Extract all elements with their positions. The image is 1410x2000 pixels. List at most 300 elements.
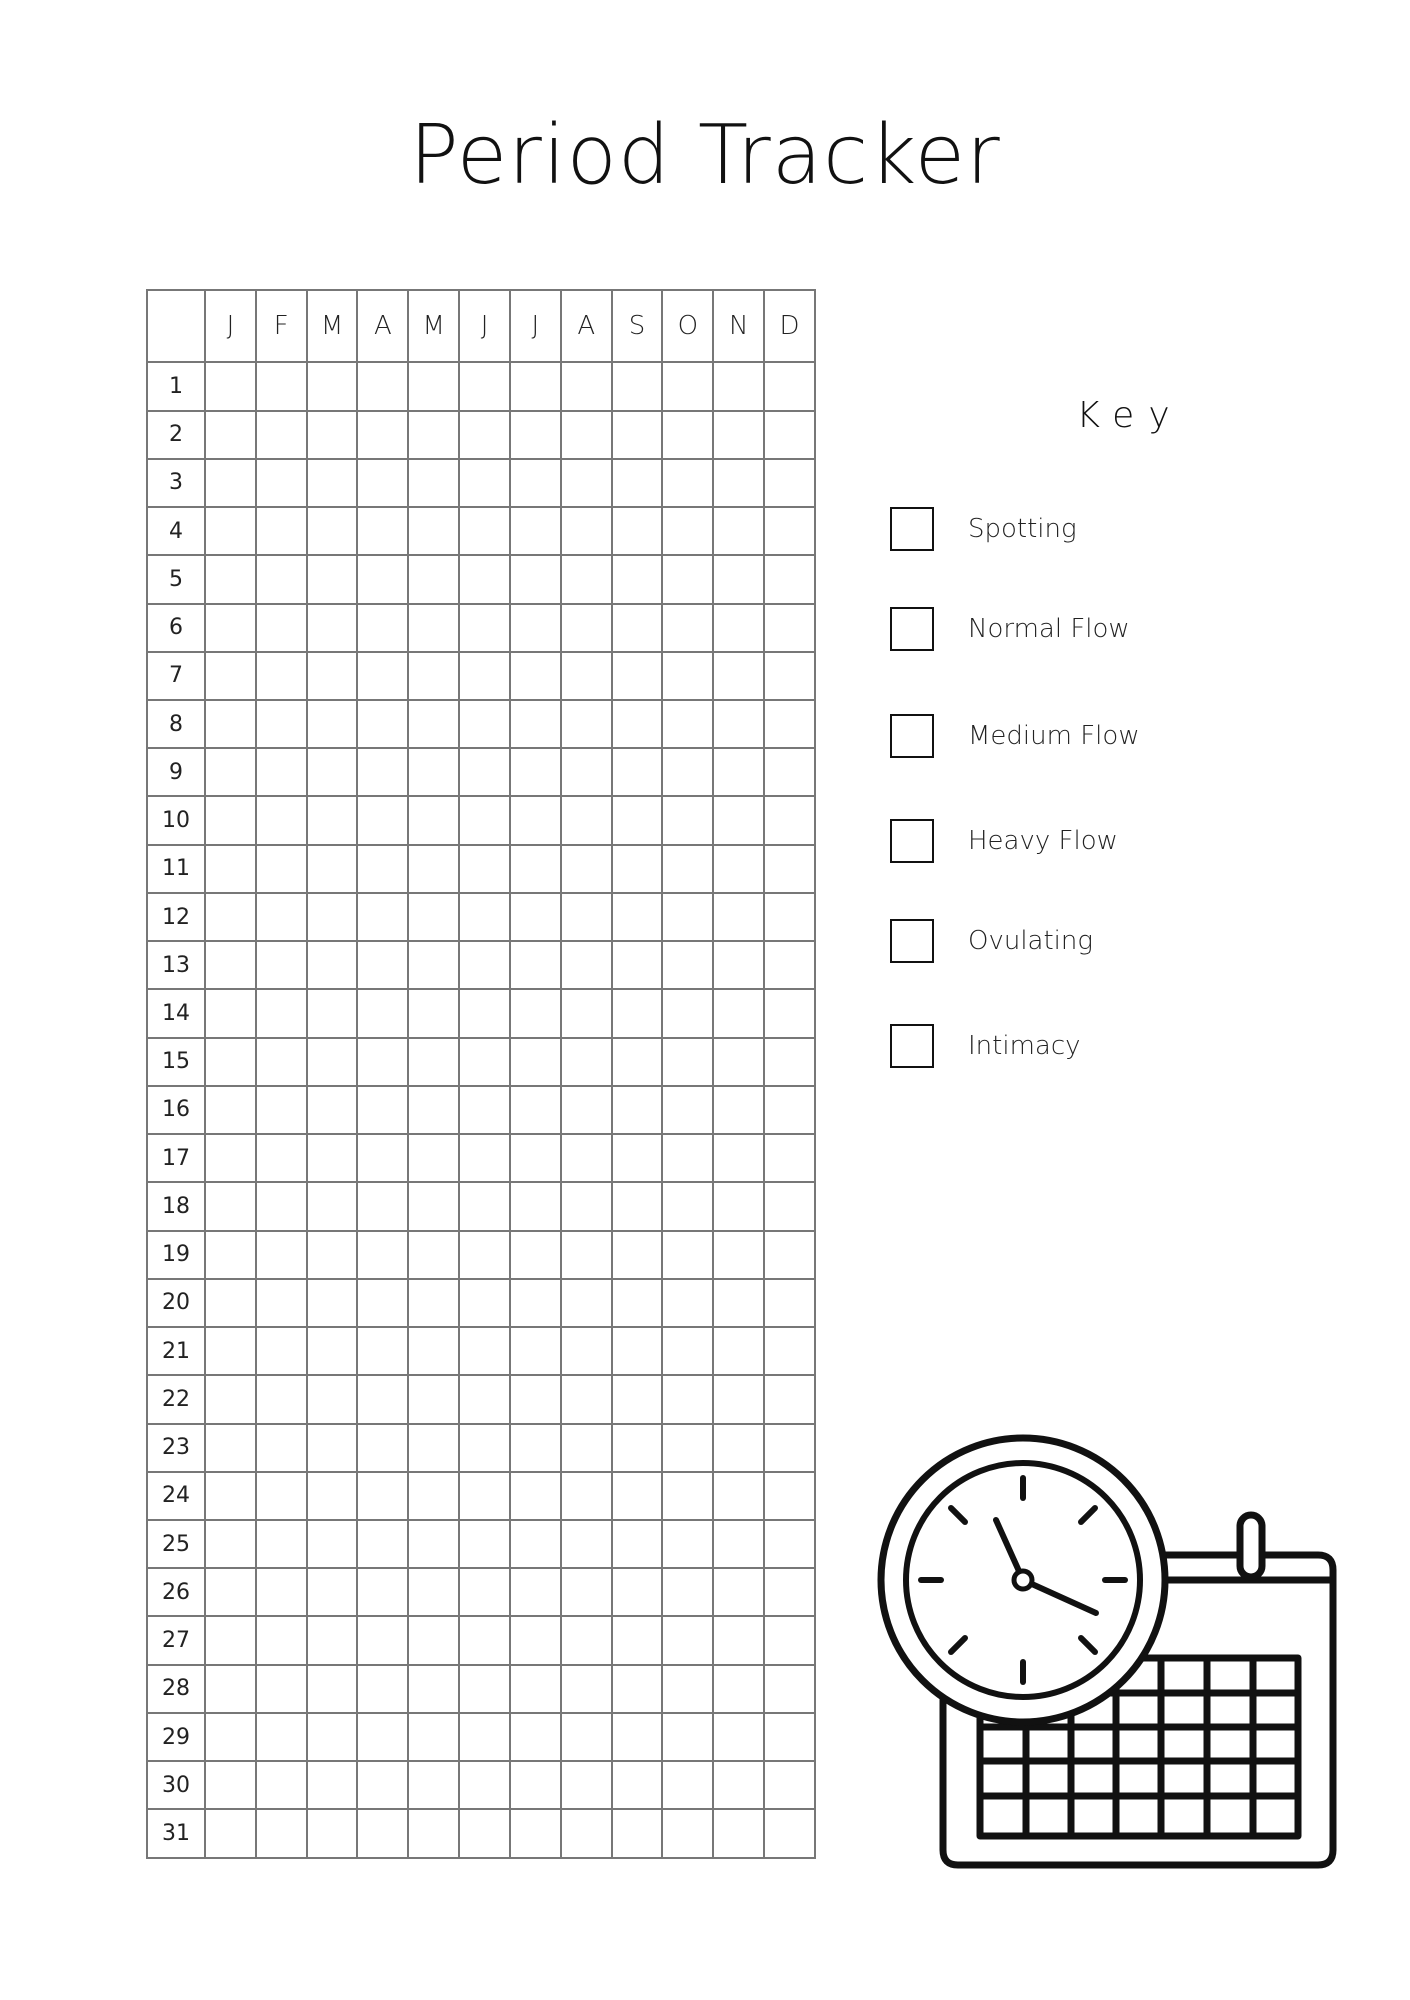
tracker-cell[interactable] xyxy=(357,989,408,1037)
tracker-cell[interactable] xyxy=(357,1375,408,1423)
tracker-cell[interactable] xyxy=(510,1327,561,1375)
tracker-cell[interactable] xyxy=(205,845,256,893)
tracker-cell[interactable] xyxy=(510,459,561,507)
tracker-cell[interactable] xyxy=(561,1809,612,1858)
tracker-cell[interactable] xyxy=(662,507,713,555)
tracker-cell[interactable] xyxy=(662,555,713,603)
tracker-cell[interactable] xyxy=(662,796,713,844)
tracker-cell[interactable] xyxy=(662,1568,713,1616)
tracker-cell[interactable] xyxy=(357,1279,408,1327)
tracker-cell[interactable] xyxy=(561,1713,612,1761)
tracker-cell[interactable] xyxy=(764,1231,815,1279)
tracker-cell[interactable] xyxy=(205,555,256,603)
tracker-cell[interactable] xyxy=(713,1761,764,1809)
tracker-cell[interactable] xyxy=(764,700,815,748)
tracker-cell[interactable] xyxy=(357,652,408,700)
tracker-cell[interactable] xyxy=(256,1182,307,1230)
tracker-cell[interactable] xyxy=(408,1327,459,1375)
tracker-cell[interactable] xyxy=(357,1520,408,1568)
tracker-cell[interactable] xyxy=(205,459,256,507)
tracker-cell[interactable] xyxy=(307,1665,358,1713)
tracker-cell[interactable] xyxy=(205,893,256,941)
tracker-cell[interactable] xyxy=(408,1279,459,1327)
tracker-cell[interactable] xyxy=(459,362,510,410)
tracker-cell[interactable] xyxy=(357,1086,408,1134)
tracker-cell[interactable] xyxy=(561,796,612,844)
tracker-cell[interactable] xyxy=(510,989,561,1037)
tracker-cell[interactable] xyxy=(357,1231,408,1279)
tracker-cell[interactable] xyxy=(307,989,358,1037)
tracker-cell[interactable] xyxy=(408,893,459,941)
tracker-cell[interactable] xyxy=(205,652,256,700)
tracker-cell[interactable] xyxy=(561,1761,612,1809)
tracker-cell[interactable] xyxy=(612,459,663,507)
tracker-cell[interactable] xyxy=(662,893,713,941)
tracker-cell[interactable] xyxy=(510,845,561,893)
tracker-cell[interactable] xyxy=(713,1616,764,1664)
tracker-cell[interactable] xyxy=(205,1713,256,1761)
tracker-cell[interactable] xyxy=(256,1038,307,1086)
tracker-cell[interactable] xyxy=(764,1472,815,1520)
tracker-cell[interactable] xyxy=(764,1327,815,1375)
tracker-cell[interactable] xyxy=(459,1182,510,1230)
tracker-cell[interactable] xyxy=(764,1568,815,1616)
tracker-cell[interactable] xyxy=(713,1182,764,1230)
tracker-cell[interactable] xyxy=(357,1134,408,1182)
tracker-cell[interactable] xyxy=(205,1038,256,1086)
tracker-cell[interactable] xyxy=(510,555,561,603)
tracker-cell[interactable] xyxy=(713,1327,764,1375)
tracker-cell[interactable] xyxy=(256,1472,307,1520)
tracker-cell[interactable] xyxy=(764,459,815,507)
tracker-cell[interactable] xyxy=(307,941,358,989)
tracker-cell[interactable] xyxy=(256,845,307,893)
tracker-cell[interactable] xyxy=(713,362,764,410)
tracker-cell[interactable] xyxy=(408,1520,459,1568)
tracker-cell[interactable] xyxy=(205,1568,256,1616)
tracker-cell[interactable] xyxy=(256,1134,307,1182)
tracker-cell[interactable] xyxy=(307,507,358,555)
tracker-cell[interactable] xyxy=(459,652,510,700)
tracker-cell[interactable] xyxy=(459,1616,510,1664)
tracker-cell[interactable] xyxy=(612,1616,663,1664)
tracker-cell[interactable] xyxy=(459,555,510,603)
tracker-cell[interactable] xyxy=(307,845,358,893)
tracker-cell[interactable] xyxy=(764,362,815,410)
tracker-cell[interactable] xyxy=(662,941,713,989)
tracker-cell[interactable] xyxy=(612,845,663,893)
tracker-cell[interactable] xyxy=(713,1086,764,1134)
tracker-cell[interactable] xyxy=(764,845,815,893)
tracker-cell[interactable] xyxy=(662,1375,713,1423)
tracker-cell[interactable] xyxy=(205,1182,256,1230)
tracker-cell[interactable] xyxy=(307,1424,358,1472)
tracker-cell[interactable] xyxy=(408,700,459,748)
key-checkbox[interactable] xyxy=(890,919,934,963)
tracker-cell[interactable] xyxy=(256,1520,307,1568)
tracker-cell[interactable] xyxy=(612,1761,663,1809)
tracker-cell[interactable] xyxy=(612,411,663,459)
tracker-cell[interactable] xyxy=(256,411,307,459)
tracker-cell[interactable] xyxy=(408,1761,459,1809)
tracker-cell[interactable] xyxy=(764,748,815,796)
tracker-cell[interactable] xyxy=(307,893,358,941)
tracker-cell[interactable] xyxy=(764,1616,815,1664)
tracker-cell[interactable] xyxy=(561,604,612,652)
tracker-cell[interactable] xyxy=(256,555,307,603)
tracker-cell[interactable] xyxy=(256,748,307,796)
tracker-cell[interactable] xyxy=(764,796,815,844)
tracker-cell[interactable] xyxy=(307,411,358,459)
tracker-cell[interactable] xyxy=(357,893,408,941)
tracker-cell[interactable] xyxy=(662,1761,713,1809)
tracker-cell[interactable] xyxy=(256,362,307,410)
tracker-cell[interactable] xyxy=(612,1231,663,1279)
tracker-cell[interactable] xyxy=(561,700,612,748)
tracker-cell[interactable] xyxy=(357,941,408,989)
tracker-cell[interactable] xyxy=(205,1327,256,1375)
tracker-cell[interactable] xyxy=(408,1375,459,1423)
tracker-cell[interactable] xyxy=(205,989,256,1037)
tracker-cell[interactable] xyxy=(764,1086,815,1134)
tracker-cell[interactable] xyxy=(612,1086,663,1134)
tracker-cell[interactable] xyxy=(510,1809,561,1858)
tracker-cell[interactable] xyxy=(408,652,459,700)
tracker-cell[interactable] xyxy=(561,411,612,459)
tracker-cell[interactable] xyxy=(764,1713,815,1761)
tracker-cell[interactable] xyxy=(357,459,408,507)
tracker-cell[interactable] xyxy=(510,1279,561,1327)
tracker-cell[interactable] xyxy=(307,1182,358,1230)
tracker-cell[interactable] xyxy=(612,796,663,844)
tracker-cell[interactable] xyxy=(561,1375,612,1423)
tracker-cell[interactable] xyxy=(459,941,510,989)
tracker-cell[interactable] xyxy=(408,1231,459,1279)
tracker-cell[interactable] xyxy=(256,1616,307,1664)
tracker-cell[interactable] xyxy=(561,1472,612,1520)
tracker-cell[interactable] xyxy=(713,1472,764,1520)
tracker-cell[interactable] xyxy=(662,459,713,507)
tracker-cell[interactable] xyxy=(408,411,459,459)
tracker-cell[interactable] xyxy=(713,989,764,1037)
tracker-cell[interactable] xyxy=(612,748,663,796)
tracker-cell[interactable] xyxy=(612,1472,663,1520)
tracker-cell[interactable] xyxy=(510,1665,561,1713)
tracker-cell[interactable] xyxy=(256,941,307,989)
tracker-cell[interactable] xyxy=(357,362,408,410)
tracker-cell[interactable] xyxy=(510,941,561,989)
tracker-cell[interactable] xyxy=(662,1038,713,1086)
tracker-cell[interactable] xyxy=(459,1424,510,1472)
tracker-cell[interactable] xyxy=(357,1761,408,1809)
tracker-cell[interactable] xyxy=(561,1086,612,1134)
tracker-cell[interactable] xyxy=(408,1713,459,1761)
tracker-cell[interactable] xyxy=(662,1279,713,1327)
tracker-cell[interactable] xyxy=(307,652,358,700)
tracker-cell[interactable] xyxy=(662,1134,713,1182)
tracker-cell[interactable] xyxy=(612,1568,663,1616)
tracker-cell[interactable] xyxy=(357,1472,408,1520)
tracker-cell[interactable] xyxy=(662,362,713,410)
tracker-cell[interactable] xyxy=(459,700,510,748)
tracker-cell[interactable] xyxy=(205,700,256,748)
tracker-cell[interactable] xyxy=(510,1038,561,1086)
tracker-cell[interactable] xyxy=(459,796,510,844)
tracker-cell[interactable] xyxy=(357,845,408,893)
tracker-cell[interactable] xyxy=(561,1279,612,1327)
tracker-cell[interactable] xyxy=(510,362,561,410)
tracker-cell[interactable] xyxy=(612,700,663,748)
tracker-cell[interactable] xyxy=(713,845,764,893)
tracker-cell[interactable] xyxy=(408,459,459,507)
tracker-cell[interactable] xyxy=(357,748,408,796)
tracker-cell[interactable] xyxy=(408,796,459,844)
tracker-cell[interactable] xyxy=(561,362,612,410)
tracker-cell[interactable] xyxy=(256,1231,307,1279)
tracker-cell[interactable] xyxy=(561,1182,612,1230)
tracker-cell[interactable] xyxy=(510,796,561,844)
tracker-cell[interactable] xyxy=(713,555,764,603)
tracker-cell[interactable] xyxy=(459,1809,510,1858)
tracker-cell[interactable] xyxy=(713,1809,764,1858)
tracker-cell[interactable] xyxy=(510,1616,561,1664)
tracker-cell[interactable] xyxy=(612,1327,663,1375)
tracker-cell[interactable] xyxy=(205,1472,256,1520)
tracker-cell[interactable] xyxy=(713,941,764,989)
tracker-cell[interactable] xyxy=(764,604,815,652)
tracker-cell[interactable] xyxy=(612,941,663,989)
tracker-cell[interactable] xyxy=(764,507,815,555)
tracker-cell[interactable] xyxy=(713,748,764,796)
tracker-cell[interactable] xyxy=(612,604,663,652)
tracker-cell[interactable] xyxy=(662,1086,713,1134)
tracker-cell[interactable] xyxy=(713,1134,764,1182)
tracker-cell[interactable] xyxy=(713,1665,764,1713)
tracker-cell[interactable] xyxy=(459,748,510,796)
tracker-cell[interactable] xyxy=(459,1665,510,1713)
tracker-cell[interactable] xyxy=(510,1761,561,1809)
tracker-cell[interactable] xyxy=(307,459,358,507)
tracker-cell[interactable] xyxy=(408,1182,459,1230)
tracker-cell[interactable] xyxy=(205,1134,256,1182)
tracker-cell[interactable] xyxy=(357,1568,408,1616)
tracker-cell[interactable] xyxy=(612,507,663,555)
tracker-cell[interactable] xyxy=(357,555,408,603)
tracker-cell[interactable] xyxy=(510,1713,561,1761)
tracker-cell[interactable] xyxy=(408,1568,459,1616)
tracker-cell[interactable] xyxy=(561,555,612,603)
tracker-cell[interactable] xyxy=(256,1761,307,1809)
tracker-cell[interactable] xyxy=(307,1279,358,1327)
tracker-cell[interactable] xyxy=(256,459,307,507)
tracker-cell[interactable] xyxy=(408,507,459,555)
tracker-cell[interactable] xyxy=(205,748,256,796)
tracker-cell[interactable] xyxy=(307,1616,358,1664)
tracker-cell[interactable] xyxy=(408,1134,459,1182)
tracker-cell[interactable] xyxy=(408,555,459,603)
tracker-cell[interactable] xyxy=(764,1182,815,1230)
tracker-cell[interactable] xyxy=(612,1520,663,1568)
tracker-cell[interactable] xyxy=(510,411,561,459)
tracker-cell[interactable] xyxy=(764,1665,815,1713)
tracker-cell[interactable] xyxy=(713,411,764,459)
tracker-cell[interactable] xyxy=(662,1472,713,1520)
tracker-cell[interactable] xyxy=(307,1761,358,1809)
tracker-cell[interactable] xyxy=(205,411,256,459)
tracker-cell[interactable] xyxy=(764,1424,815,1472)
tracker-cell[interactable] xyxy=(764,1761,815,1809)
tracker-cell[interactable] xyxy=(357,507,408,555)
tracker-cell[interactable] xyxy=(764,989,815,1037)
tracker-cell[interactable] xyxy=(561,1231,612,1279)
tracker-cell[interactable] xyxy=(764,941,815,989)
tracker-cell[interactable] xyxy=(256,604,307,652)
tracker-cell[interactable] xyxy=(307,1231,358,1279)
tracker-cell[interactable] xyxy=(205,796,256,844)
tracker-cell[interactable] xyxy=(612,989,663,1037)
tracker-cell[interactable] xyxy=(662,604,713,652)
tracker-cell[interactable] xyxy=(612,1713,663,1761)
tracker-cell[interactable] xyxy=(561,459,612,507)
tracker-cell[interactable] xyxy=(662,1231,713,1279)
tracker-cell[interactable] xyxy=(205,1809,256,1858)
tracker-cell[interactable] xyxy=(307,1520,358,1568)
tracker-cell[interactable] xyxy=(764,1375,815,1423)
tracker-cell[interactable] xyxy=(408,1472,459,1520)
tracker-cell[interactable] xyxy=(510,700,561,748)
tracker-cell[interactable] xyxy=(357,1665,408,1713)
tracker-cell[interactable] xyxy=(510,652,561,700)
tracker-cell[interactable] xyxy=(662,1665,713,1713)
tracker-cell[interactable] xyxy=(764,1134,815,1182)
tracker-cell[interactable] xyxy=(307,1327,358,1375)
tracker-cell[interactable] xyxy=(561,893,612,941)
tracker-cell[interactable] xyxy=(205,507,256,555)
tracker-cell[interactable] xyxy=(612,1424,663,1472)
tracker-cell[interactable] xyxy=(408,1086,459,1134)
tracker-cell[interactable] xyxy=(561,989,612,1037)
tracker-cell[interactable] xyxy=(561,1568,612,1616)
tracker-cell[interactable] xyxy=(357,1424,408,1472)
tracker-cell[interactable] xyxy=(357,1182,408,1230)
tracker-cell[interactable] xyxy=(662,1424,713,1472)
tracker-cell[interactable] xyxy=(561,1520,612,1568)
tracker-cell[interactable] xyxy=(357,411,408,459)
tracker-cell[interactable] xyxy=(510,1134,561,1182)
tracker-cell[interactable] xyxy=(256,1327,307,1375)
tracker-cell[interactable] xyxy=(713,1279,764,1327)
tracker-cell[interactable] xyxy=(510,748,561,796)
tracker-cell[interactable] xyxy=(662,1327,713,1375)
tracker-cell[interactable] xyxy=(713,1424,764,1472)
tracker-cell[interactable] xyxy=(713,604,764,652)
tracker-cell[interactable] xyxy=(561,1424,612,1472)
tracker-cell[interactable] xyxy=(713,459,764,507)
tracker-cell[interactable] xyxy=(205,1520,256,1568)
tracker-cell[interactable] xyxy=(307,362,358,410)
tracker-cell[interactable] xyxy=(307,1568,358,1616)
tracker-cell[interactable] xyxy=(713,796,764,844)
key-checkbox[interactable] xyxy=(890,714,934,758)
tracker-cell[interactable] xyxy=(307,1086,358,1134)
tracker-cell[interactable] xyxy=(459,845,510,893)
tracker-cell[interactable] xyxy=(662,652,713,700)
tracker-cell[interactable] xyxy=(307,1472,358,1520)
tracker-cell[interactable] xyxy=(662,845,713,893)
tracker-cell[interactable] xyxy=(459,893,510,941)
tracker-cell[interactable] xyxy=(256,507,307,555)
key-checkbox[interactable] xyxy=(890,819,934,863)
tracker-cell[interactable] xyxy=(205,1761,256,1809)
tracker-cell[interactable] xyxy=(357,700,408,748)
tracker-cell[interactable] xyxy=(205,1616,256,1664)
tracker-cell[interactable] xyxy=(459,1327,510,1375)
tracker-cell[interactable] xyxy=(459,411,510,459)
tracker-cell[interactable] xyxy=(357,604,408,652)
tracker-cell[interactable] xyxy=(510,1231,561,1279)
tracker-cell[interactable] xyxy=(561,845,612,893)
tracker-cell[interactable] xyxy=(459,1279,510,1327)
tracker-cell[interactable] xyxy=(307,1713,358,1761)
tracker-cell[interactable] xyxy=(662,1182,713,1230)
tracker-cell[interactable] xyxy=(256,1568,307,1616)
tracker-cell[interactable] xyxy=(764,1279,815,1327)
tracker-cell[interactable] xyxy=(561,1134,612,1182)
tracker-cell[interactable] xyxy=(764,411,815,459)
tracker-cell[interactable] xyxy=(561,1616,612,1664)
tracker-cell[interactable] xyxy=(612,1182,663,1230)
tracker-cell[interactable] xyxy=(612,1375,663,1423)
tracker-cell[interactable] xyxy=(408,748,459,796)
tracker-cell[interactable] xyxy=(205,1375,256,1423)
tracker-cell[interactable] xyxy=(459,1568,510,1616)
tracker-cell[interactable] xyxy=(612,1809,663,1858)
tracker-cell[interactable] xyxy=(459,1086,510,1134)
tracker-cell[interactable] xyxy=(612,555,663,603)
tracker-cell[interactable] xyxy=(408,941,459,989)
tracker-cell[interactable] xyxy=(612,362,663,410)
tracker-cell[interactable] xyxy=(510,1424,561,1472)
tracker-cell[interactable] xyxy=(256,1665,307,1713)
tracker-cell[interactable] xyxy=(205,362,256,410)
tracker-cell[interactable] xyxy=(764,893,815,941)
tracker-cell[interactable] xyxy=(459,507,510,555)
tracker-cell[interactable] xyxy=(713,893,764,941)
tracker-cell[interactable] xyxy=(510,604,561,652)
tracker-cell[interactable] xyxy=(510,893,561,941)
tracker-cell[interactable] xyxy=(205,604,256,652)
tracker-cell[interactable] xyxy=(459,1038,510,1086)
tracker-cell[interactable] xyxy=(256,1086,307,1134)
key-checkbox[interactable] xyxy=(890,607,934,651)
tracker-cell[interactable] xyxy=(561,1038,612,1086)
tracker-cell[interactable] xyxy=(256,700,307,748)
tracker-cell[interactable] xyxy=(662,1713,713,1761)
tracker-cell[interactable] xyxy=(561,507,612,555)
tracker-cell[interactable] xyxy=(764,652,815,700)
tracker-cell[interactable] xyxy=(307,1134,358,1182)
tracker-cell[interactable] xyxy=(561,1665,612,1713)
tracker-cell[interactable] xyxy=(662,700,713,748)
tracker-cell[interactable] xyxy=(459,989,510,1037)
tracker-cell[interactable] xyxy=(256,893,307,941)
tracker-cell[interactable] xyxy=(662,411,713,459)
tracker-cell[interactable] xyxy=(713,1231,764,1279)
tracker-cell[interactable] xyxy=(459,604,510,652)
tracker-cell[interactable] xyxy=(307,748,358,796)
key-checkbox[interactable] xyxy=(890,1024,934,1068)
tracker-cell[interactable] xyxy=(459,1713,510,1761)
